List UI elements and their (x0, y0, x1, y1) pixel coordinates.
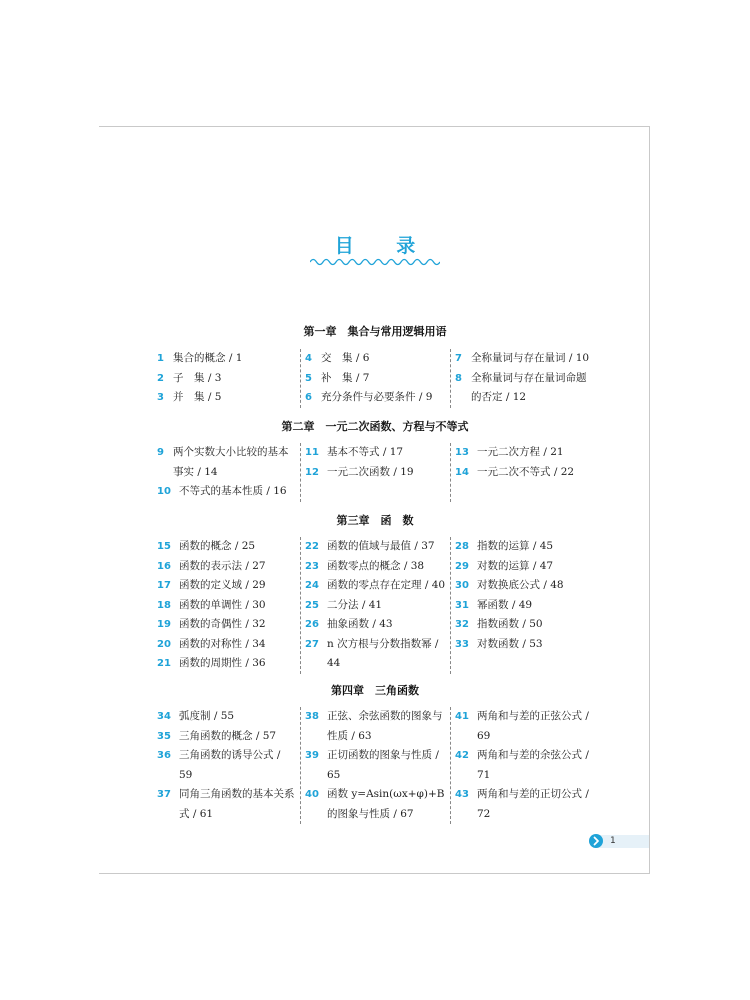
toc-entry[interactable]: 33 对数函数 / 53 (455, 637, 543, 650)
toc-column (157, 443, 297, 502)
toc-entry[interactable]: 10 不等式的基本性质 / 16 (157, 485, 287, 497)
toc-entry[interactable]: 38 正弦、余弦函数的图象与性质 / 63 (305, 710, 443, 742)
toc-entry[interactable]: 19 函数的奇偶性 / 32 (157, 618, 266, 630)
toc-entry[interactable]: 11 基本不等式 / 17 (305, 446, 404, 458)
toc-entry[interactable]: 22 函数的值域与最值 / 37 (305, 540, 435, 552)
toc-entry[interactable]: 40 函数 y=Asin(ωx+φ)+B 的图象与性质 / 67 (305, 788, 445, 820)
toc-entry[interactable]: 30 对数换底公式 / 48 (455, 579, 564, 591)
toc-entry[interactable]: 24 函数的零点存在定理 / 40 (305, 579, 446, 591)
toc-entry[interactable]: 7 全称量词与存在量词 / 10 (455, 352, 590, 364)
toc-column (157, 349, 293, 408)
toc-entry[interactable]: 39 正切函数的图象与性质 / 65 (305, 749, 439, 781)
toc-entry[interactable]: 36 三角函数的诱导公式 / 59 (157, 749, 281, 781)
toc-entry[interactable]: 15 函数的概念 / 25 (157, 540, 256, 552)
toc-column (455, 707, 595, 824)
toc-entry[interactable]: 16 函数的表示法 / 27 (157, 559, 266, 572)
toc-entry[interactable]: 21 函数的周期性 / 36 (157, 657, 266, 669)
toc-entry[interactable]: 13 一元二次方程 / 21 (455, 446, 564, 458)
toc-entry[interactable]: 5 补 集 / 7 (305, 371, 370, 384)
toc-entry[interactable]: 25 二分法 / 41 (305, 598, 383, 611)
toc-entry[interactable]: 34 弧度制 / 55 (157, 710, 235, 722)
toc-entry[interactable]: 4 交 集 / 6 (305, 352, 370, 364)
toc-entry[interactable]: 20 函数的对称性 / 34 (157, 637, 266, 650)
toc-column (305, 349, 445, 408)
toc-entry[interactable]: 42 两角和与差的余弦公式 / 71 (455, 749, 589, 781)
toc-column (305, 707, 451, 824)
toc-entry[interactable]: 3 并 集 / 5 (157, 391, 222, 403)
toc-entry[interactable]: 12 一元二次函数 / 19 (305, 465, 414, 478)
toc-column (455, 537, 595, 674)
toc-title: 目 录 (334, 235, 434, 257)
toc-entry[interactable]: 1 集合的概念 / 1 (157, 352, 243, 364)
toc-entry[interactable]: 41 两角和与差的正弦公式 / 69 (455, 710, 589, 742)
toc-entry[interactable]: 37 同角三角函数的基本关系式 / 61 (157, 788, 295, 820)
toc-entry[interactable]: 6 充分条件与必要条件 / 9 (305, 391, 433, 403)
chapter-heading-3: 第三章 函 数 (336, 514, 414, 527)
toc-entry[interactable]: 43 两角和与差的正切公式 / 72 (455, 788, 589, 820)
column-spacer (455, 482, 595, 502)
column-spacer (455, 654, 595, 674)
toc-entry[interactable]: 29 对数的运算 / 47 (455, 559, 554, 572)
toc-entry[interactable]: 35 三角函数的概念 / 57 (157, 729, 277, 742)
toc-entry[interactable]: 8 全称量词与存在量词命题的否定 / 12 (455, 371, 587, 403)
chevron-right-icon (589, 834, 603, 848)
toc-entry[interactable]: 23 函数零点的概念 / 38 (305, 559, 425, 572)
toc-column (305, 537, 451, 674)
chapter-heading-4: 第四章 三角函数 (331, 684, 419, 697)
chapter-heading-1: 第一章 集合与常用逻辑用语 (303, 325, 447, 338)
toc-entry[interactable]: 28 指数的运算 / 45 (455, 540, 554, 552)
toc-entry[interactable]: 32 指数函数 / 50 (455, 618, 543, 630)
toc-column (157, 537, 297, 674)
toc-entry[interactable]: 14 一元二次不等式 / 22 (455, 465, 575, 478)
toc-entry[interactable]: 9 两个实数大小比较的基本事实 / 14 (157, 446, 289, 478)
toc-entry[interactable]: 18 函数的单调性 / 30 (157, 598, 266, 611)
toc-column (455, 443, 595, 502)
chapter-heading-2: 第二章 一元二次函数、方程与不等式 (281, 420, 469, 433)
toc-entry[interactable]: 26 抽象函数 / 43 (305, 618, 393, 630)
toc-entry[interactable]: 31 幂函数 / 49 (455, 598, 533, 611)
toc-entry[interactable]: 2 子 集 / 3 (157, 371, 222, 384)
page-number: 1 (610, 836, 616, 846)
toc-entry[interactable]: 17 函数的定义域 / 29 (157, 579, 266, 591)
wave-underline-decoration (310, 257, 440, 267)
toc-column (455, 349, 595, 408)
toc-entry[interactable]: 27 n 次方根与分数指数幂 / 44 (305, 637, 439, 669)
column-spacer (305, 482, 445, 502)
toc-column (157, 707, 297, 824)
toc-column (305, 443, 445, 502)
